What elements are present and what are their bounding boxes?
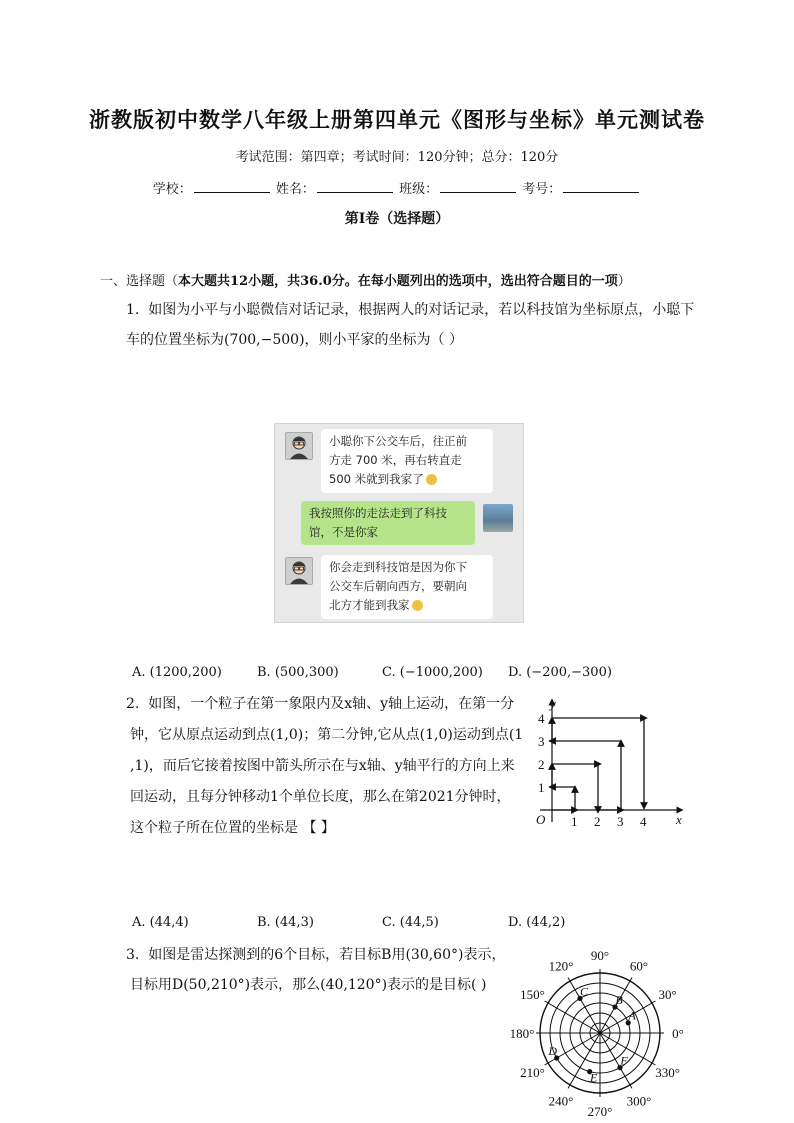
q1-line1 [126,296,694,325]
name-blank [317,180,393,193]
q2-option-c[interactable]: C. (44,5) [382,915,439,930]
radar-angle-label: 240° [548,1093,574,1109]
q2-option-b[interactable]: B. (44,3) [257,915,314,930]
name-label: 姓名： [275,182,315,197]
chat-message-2-line2: 馆，不是你家 [309,525,378,539]
q2-option-a[interactable]: A. (44,4) [132,915,189,930]
q3-text-line1: 如图是雷达探测到的6个目标，若目标B用(30,60°)表示， [148,947,506,963]
school-label: 学校： [152,182,192,197]
wechat-screenshot [274,423,524,623]
q2-text-line4: 回运动，且每分钟移动1个单位长度，那么在第2021分钟时， [130,789,511,805]
radar-target-label: D [548,1044,558,1058]
person-icon [286,558,312,584]
radar-angle-label: 0° [672,1026,684,1041]
q1-options [0,665,794,685]
x-axis-label: x [676,812,682,827]
radar-angle-label: 30° [658,987,677,1002]
radar-angle-label: 150° [520,987,545,1002]
section-description: 本大题共12小题，共36.0分。在每小题列出的选项中，选出符合题目的一项 [178,274,618,289]
radar-angle-label: 300° [626,1093,652,1109]
q3-number: 3. [126,947,140,963]
chat-message-1-line2: 方走 700 米，再右转直走 [329,453,462,467]
radar-angle-label: 180° [509,1026,535,1041]
particle-path [552,718,644,810]
class-label: 班级： [399,182,439,197]
radar-angle-label: 210° [520,1065,545,1080]
y-tick-label: 2 [538,757,545,772]
q2-line1 [126,690,514,719]
q2-text-line1: 如图，一个粒子在第一象限内及x轴、y轴上运动，在第一分 [148,696,515,712]
radar-target-label: F [620,1053,628,1068]
q1-option-c[interactable]: C. (−1000,200) [382,665,483,680]
x-tick-label: 2 [594,814,601,829]
chat-message-3-line2: 公交车后朝向西方，要朝向 [329,579,467,593]
avatar [285,557,313,585]
chat-message-2-line1: 我按照你的走法走到了科技 [309,506,447,520]
x-tick-label: 1 [571,814,578,829]
number-blank [563,180,639,193]
chat-message-1 [321,429,493,493]
chat-message-1-line1: 小聪你下公交车后，往正前 [329,434,467,448]
radar-target-label: E [589,1070,598,1085]
chat-message-3-line3-text: 北方才能到我家 [329,598,410,612]
q2-number: 2. [126,696,140,712]
q1-option-d[interactable]: D. (−200,−300) [508,665,612,680]
particle-path-figure [530,696,690,834]
number-label: 考号： [522,182,562,197]
x-tick-label: 4 [640,814,647,829]
radar-angle-label: 60° [629,958,649,974]
q2-option-d[interactable]: D. (44,2) [508,915,566,930]
smile-emoji-icon [412,600,423,611]
avatar [285,432,313,460]
q3-text-line2: 目标用D(50,210°)表示，那么(40,120°)表示的是目标( ) [130,977,487,993]
chat-message-3-line1: 你会走到科技馆是因为你下 [329,560,467,574]
chat-message-1-line3 [329,470,485,489]
radar-angle-label: 330° [655,1065,680,1080]
smile-emoji-icon [426,474,437,485]
radar-angle-label: 120° [548,958,574,974]
y-tick-label: 3 [538,734,545,749]
radar-figure [490,944,700,1120]
chat-message-1-line3-text: 500 米就到我家了 [329,472,424,486]
volume-heading: 第I卷（选择题） [344,211,450,227]
q1-text-line1: 如图为小平与小聪微信对话记录，根据两人的对话记录，若以科技馆为坐标原点，小聪下 [148,302,695,318]
chat-message-2 [301,501,475,545]
person-icon [286,433,312,459]
radar-angle-label: 90° [590,948,610,963]
q1-option-b[interactable]: B. (500,300) [257,665,339,680]
document-title: 浙教版初中数学八年级上册第四单元《图形与坐标》单元测试卷 [89,107,705,132]
radar-angle-label: 270° [587,1104,613,1119]
section-suffix: ） [617,274,631,289]
origin-label: O [536,812,546,827]
section-heading [100,270,631,289]
q3-line1 [126,941,505,970]
q1-number: 1. [126,302,140,318]
avatar-photo-icon [483,504,513,532]
exam-info: 考试范围：第四章；考试时间：120分钟；总分：120分 [235,150,559,165]
student-fields [0,178,794,197]
school-blank [194,180,270,193]
q1-text-line2: 车的位置坐标为(700,−500)，则小平家的坐标为（ ） [126,332,463,348]
q2-options [0,915,794,935]
chat-message-3-line3 [329,596,485,615]
q2-text-line2: 钟，它从原点运动到点(1,0)；第二分钟,它从点(1,0)运动到点(1 [130,727,524,743]
q2-text-line3: ,1)，而后它接着按图中箭头所示在与x轴、y轴平行的方向上来 [130,758,515,774]
y-tick-label: 1 [538,780,545,795]
y-tick-label: 4 [538,711,545,726]
chat-message-3 [321,555,493,619]
x-tick-label: 3 [617,814,624,829]
q1-option-a[interactable]: A. (1200,200) [132,665,222,680]
section-prefix: 一、选择题（ [100,274,179,289]
y-axis-label: y [550,696,556,711]
radar-target-label: C [579,984,589,999]
class-blank [440,180,516,193]
q2-text-line5: 这个粒子所在位置的坐标是 【 】 [130,820,335,836]
radar-target-label: B [615,993,623,1008]
radar-target-label: A [628,1008,636,1023]
